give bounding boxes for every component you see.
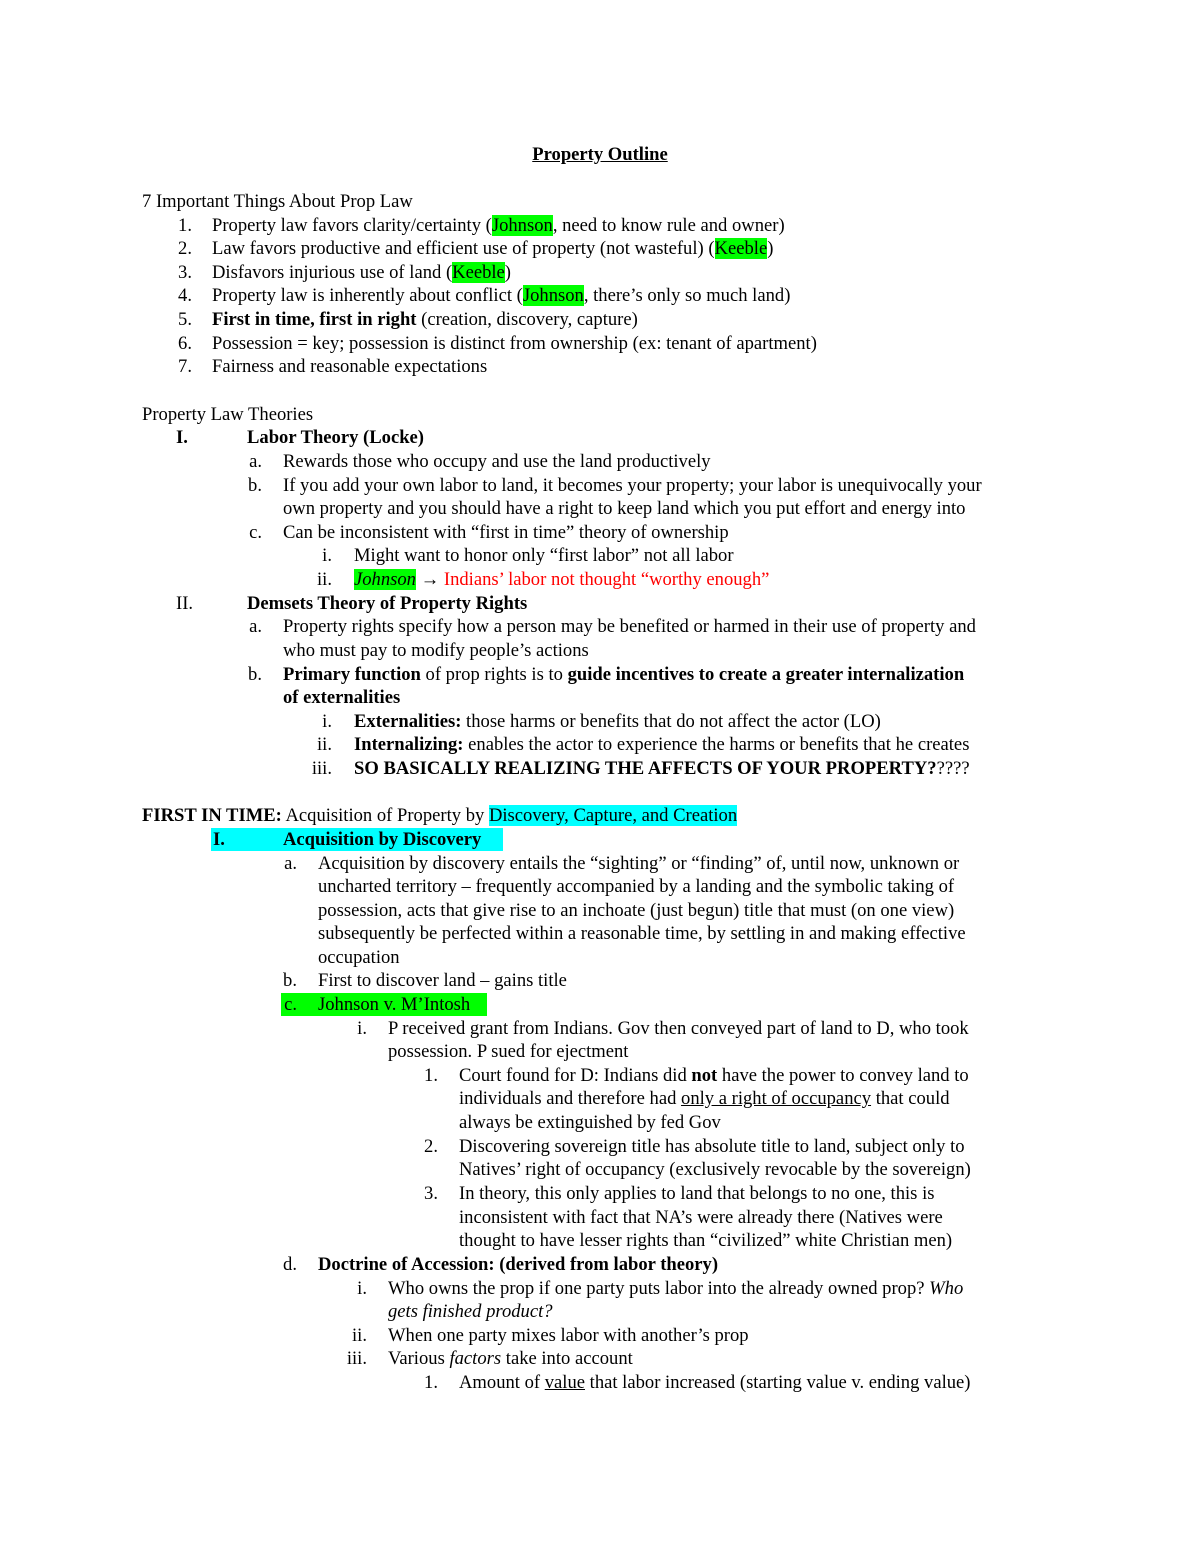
item-text: , need to know rule and owner) bbox=[552, 215, 785, 236]
list-item bbox=[354, 568, 769, 591]
list-item-continuation: always be extinguished by fed Gov bbox=[459, 1112, 721, 1133]
list-item: Can be inconsistent with “first in time” theory of ownership bbox=[283, 522, 729, 543]
case-name-highlight: Johnson bbox=[354, 569, 416, 590]
case-name-highlight: Keeble bbox=[452, 262, 505, 283]
list-item: Possession = key; possession is distinct from ownership (ex: tenant of apartment) bbox=[212, 333, 817, 354]
list-item-continuation: own property and you should have a right to keep land which you put effort and energy into bbox=[283, 498, 966, 519]
underlined-word: value bbox=[544, 1372, 585, 1393]
item-text: individuals and therefore had bbox=[459, 1088, 682, 1109]
item-text: that labor increased (starting value v. ending value) bbox=[585, 1372, 971, 1393]
list-item: In theory, this only applies to land that belongs to no one, this is bbox=[459, 1183, 935, 1204]
list-item-continuation: Natives’ right of occupancy (exclusively revocable by the sovereign) bbox=[459, 1159, 971, 1180]
roman-marker: I. bbox=[176, 427, 188, 448]
list-marker: iii. bbox=[346, 1348, 367, 1369]
item-text: take into account bbox=[501, 1348, 633, 1369]
case-title: Johnson v. M’Intosh bbox=[318, 994, 471, 1015]
term: Externalities: bbox=[354, 711, 462, 732]
list-marker: 4. bbox=[178, 285, 192, 306]
list-marker: 3. bbox=[178, 262, 192, 283]
list-item-continuation: thought to have lesser rights than “civilized” white Christian men) bbox=[459, 1230, 953, 1251]
list-item bbox=[212, 237, 773, 260]
list-marker: 1. bbox=[424, 1372, 438, 1393]
list-item bbox=[354, 710, 881, 733]
list-item: When one party mixes labor with another’s prop bbox=[388, 1325, 749, 1346]
list-marker: b. bbox=[248, 475, 262, 496]
italic-word: factors bbox=[449, 1348, 502, 1369]
case-name-highlight: Johnson bbox=[491, 215, 553, 236]
list-item: Acquisition by discovery entails the “sighting” or “finding” of, until now, unknown or bbox=[318, 853, 960, 874]
subheading-demsets-theory: Demsets Theory of Property Rights bbox=[247, 593, 528, 614]
section-heading-important-things: 7 Important Things About Prop Law bbox=[142, 191, 413, 212]
bold-phrase: guide incentives to create a greater internalization bbox=[567, 664, 965, 685]
italic-phrase: Who bbox=[929, 1278, 964, 1299]
subheading-acquisition-discovery: Acquisition by Discovery bbox=[283, 829, 482, 850]
list-item bbox=[354, 757, 970, 780]
item-text: Who owns the prop if one party puts labor into the already owned prop? bbox=[388, 1278, 930, 1299]
item-text: Law favors productive and efficient use of property (not wasteful) ( bbox=[212, 238, 715, 259]
item-text: Disfavors injurious use of land ( bbox=[212, 262, 453, 283]
section-heading-first-in-time bbox=[142, 804, 737, 827]
list-item bbox=[212, 284, 790, 307]
item-text: Various bbox=[388, 1348, 450, 1369]
list-item bbox=[354, 733, 969, 756]
list-item: Fairness and reasonable expectations bbox=[212, 356, 488, 377]
list-marker: 6. bbox=[178, 333, 192, 354]
list-item: If you add your own labor to land, it becomes your property; your labor is unequivocally your bbox=[283, 475, 982, 496]
list-item: Property rights specify how a person may be benefited or harmed in their use of property and bbox=[283, 616, 976, 637]
roman-marker: II. bbox=[176, 593, 194, 614]
item-text: those harms or benefits that do not affect the actor (LO) bbox=[461, 711, 881, 732]
list-item-continuation: subsequently be perfected within a reasonable time, by settling in and making effective bbox=[318, 923, 966, 944]
item-text: Court found for D: Indians did bbox=[459, 1065, 692, 1086]
list-item-continuation: possession, acts that give rise to an inchoate (just begun) title that must (on one view) bbox=[318, 900, 955, 921]
list-marker: c. bbox=[284, 994, 297, 1015]
list-marker: b. bbox=[248, 664, 262, 685]
item-text: ) bbox=[504, 262, 511, 283]
bold-lead: FIRST IN TIME: bbox=[142, 805, 282, 826]
item-text: , there’s only so much land) bbox=[583, 285, 791, 306]
red-note: Indians’ labor not thought “worthy enough” bbox=[443, 569, 770, 590]
list-item-continuation: inconsistent with fact that NA’s were already there (Natives were bbox=[459, 1207, 943, 1228]
list-item: Might want to honor only “first labor” not all labor bbox=[354, 545, 734, 566]
case-name-highlight: Keeble bbox=[714, 238, 768, 259]
list-marker: b. bbox=[283, 970, 297, 991]
list-item: P received grant from Indians. Gov then conveyed part of land to D, who took bbox=[388, 1018, 969, 1039]
list-marker: 7. bbox=[178, 356, 192, 377]
list-marker: ii. bbox=[352, 1325, 367, 1346]
roman-marker: I. bbox=[213, 829, 225, 850]
list-marker: a. bbox=[284, 853, 297, 874]
item-text: Amount of bbox=[459, 1372, 545, 1393]
item-text: (creation, discovery, capture) bbox=[416, 309, 638, 330]
list-marker: 3. bbox=[424, 1183, 438, 1204]
item-text: Acquisition of Property by bbox=[281, 805, 489, 826]
section-heading-theories: Property Law Theories bbox=[142, 404, 314, 425]
list-item bbox=[212, 214, 785, 237]
item-text: of prop rights is to bbox=[420, 664, 568, 685]
list-marker: ii. bbox=[317, 734, 332, 755]
item-text: enables the actor to experience the harms or benefits that he creates bbox=[463, 734, 970, 755]
item-text: have the power to convey land to bbox=[717, 1065, 969, 1086]
bold-phrase: Primary function bbox=[283, 664, 421, 685]
list-item-continuation: uncharted territory – frequently accompanied by a landing and the symbolic taking of bbox=[318, 876, 955, 897]
page-title: Property Outline bbox=[532, 144, 668, 165]
list-marker: 1. bbox=[178, 215, 192, 236]
item-text: ???? bbox=[936, 758, 970, 779]
list-item bbox=[388, 1277, 963, 1300]
list-item bbox=[388, 1347, 633, 1370]
bold-word: not bbox=[691, 1065, 718, 1086]
list-item-continuation: who must pay to modify people’s actions bbox=[283, 640, 589, 661]
list-marker: a. bbox=[249, 616, 262, 637]
arrow-icon: → bbox=[420, 569, 440, 590]
list-marker: i. bbox=[322, 545, 332, 566]
term: Internalizing: bbox=[354, 734, 464, 755]
list-marker: 2. bbox=[178, 238, 192, 259]
case-name-highlight: Johnson bbox=[522, 285, 584, 306]
item-text: Property law is inherently about conflict ( bbox=[212, 285, 523, 306]
list-marker: iii. bbox=[311, 758, 332, 779]
list-item-continuation bbox=[459, 1087, 950, 1110]
list-marker: 2. bbox=[424, 1136, 438, 1157]
bold-phrase: SO BASICALLY REALIZING THE AFFECTS OF YOUR PROPERTY? bbox=[354, 758, 937, 779]
underlined-phrase: only a right of occupancy bbox=[681, 1088, 872, 1109]
subheading-doctrine-accession: Doctrine of Accession: (derived from labor theory) bbox=[318, 1254, 719, 1275]
list-marker: i. bbox=[322, 711, 332, 732]
list-marker: 1. bbox=[424, 1065, 438, 1086]
list-item-continuation: gets finished product? bbox=[388, 1301, 553, 1322]
list-item bbox=[283, 663, 964, 686]
list-item: Discovering sovereign title has absolute title to land, subject only to bbox=[459, 1136, 965, 1157]
list-item bbox=[459, 1371, 971, 1394]
item-text: ) bbox=[767, 238, 774, 259]
list-marker: 5. bbox=[178, 309, 192, 330]
item-text: Property law favors clarity/certainty ( bbox=[212, 215, 492, 236]
list-item: First to discover land – gains title bbox=[318, 970, 567, 991]
cyan-highlight: Discovery, Capture, and Creation bbox=[488, 805, 738, 826]
bold-phrase: First in time, first in right bbox=[212, 309, 417, 330]
item-text: that could bbox=[871, 1088, 950, 1109]
list-item bbox=[459, 1064, 969, 1087]
list-item-continuation: possession. P sued for ejectment bbox=[388, 1041, 629, 1062]
list-marker: i. bbox=[357, 1278, 367, 1299]
list-marker: a. bbox=[249, 451, 262, 472]
list-marker: d. bbox=[283, 1254, 297, 1275]
list-item-continuation: of externalities bbox=[283, 687, 401, 708]
list-item bbox=[212, 261, 511, 284]
subheading-labor-theory: Labor Theory (Locke) bbox=[247, 427, 424, 448]
list-marker: ii. bbox=[317, 569, 332, 590]
list-item bbox=[212, 308, 638, 331]
list-item-continuation: occupation bbox=[318, 947, 400, 968]
list-item: Rewards those who occupy and use the land productively bbox=[283, 451, 711, 472]
list-marker: i. bbox=[357, 1018, 367, 1039]
list-marker: c. bbox=[249, 522, 262, 543]
